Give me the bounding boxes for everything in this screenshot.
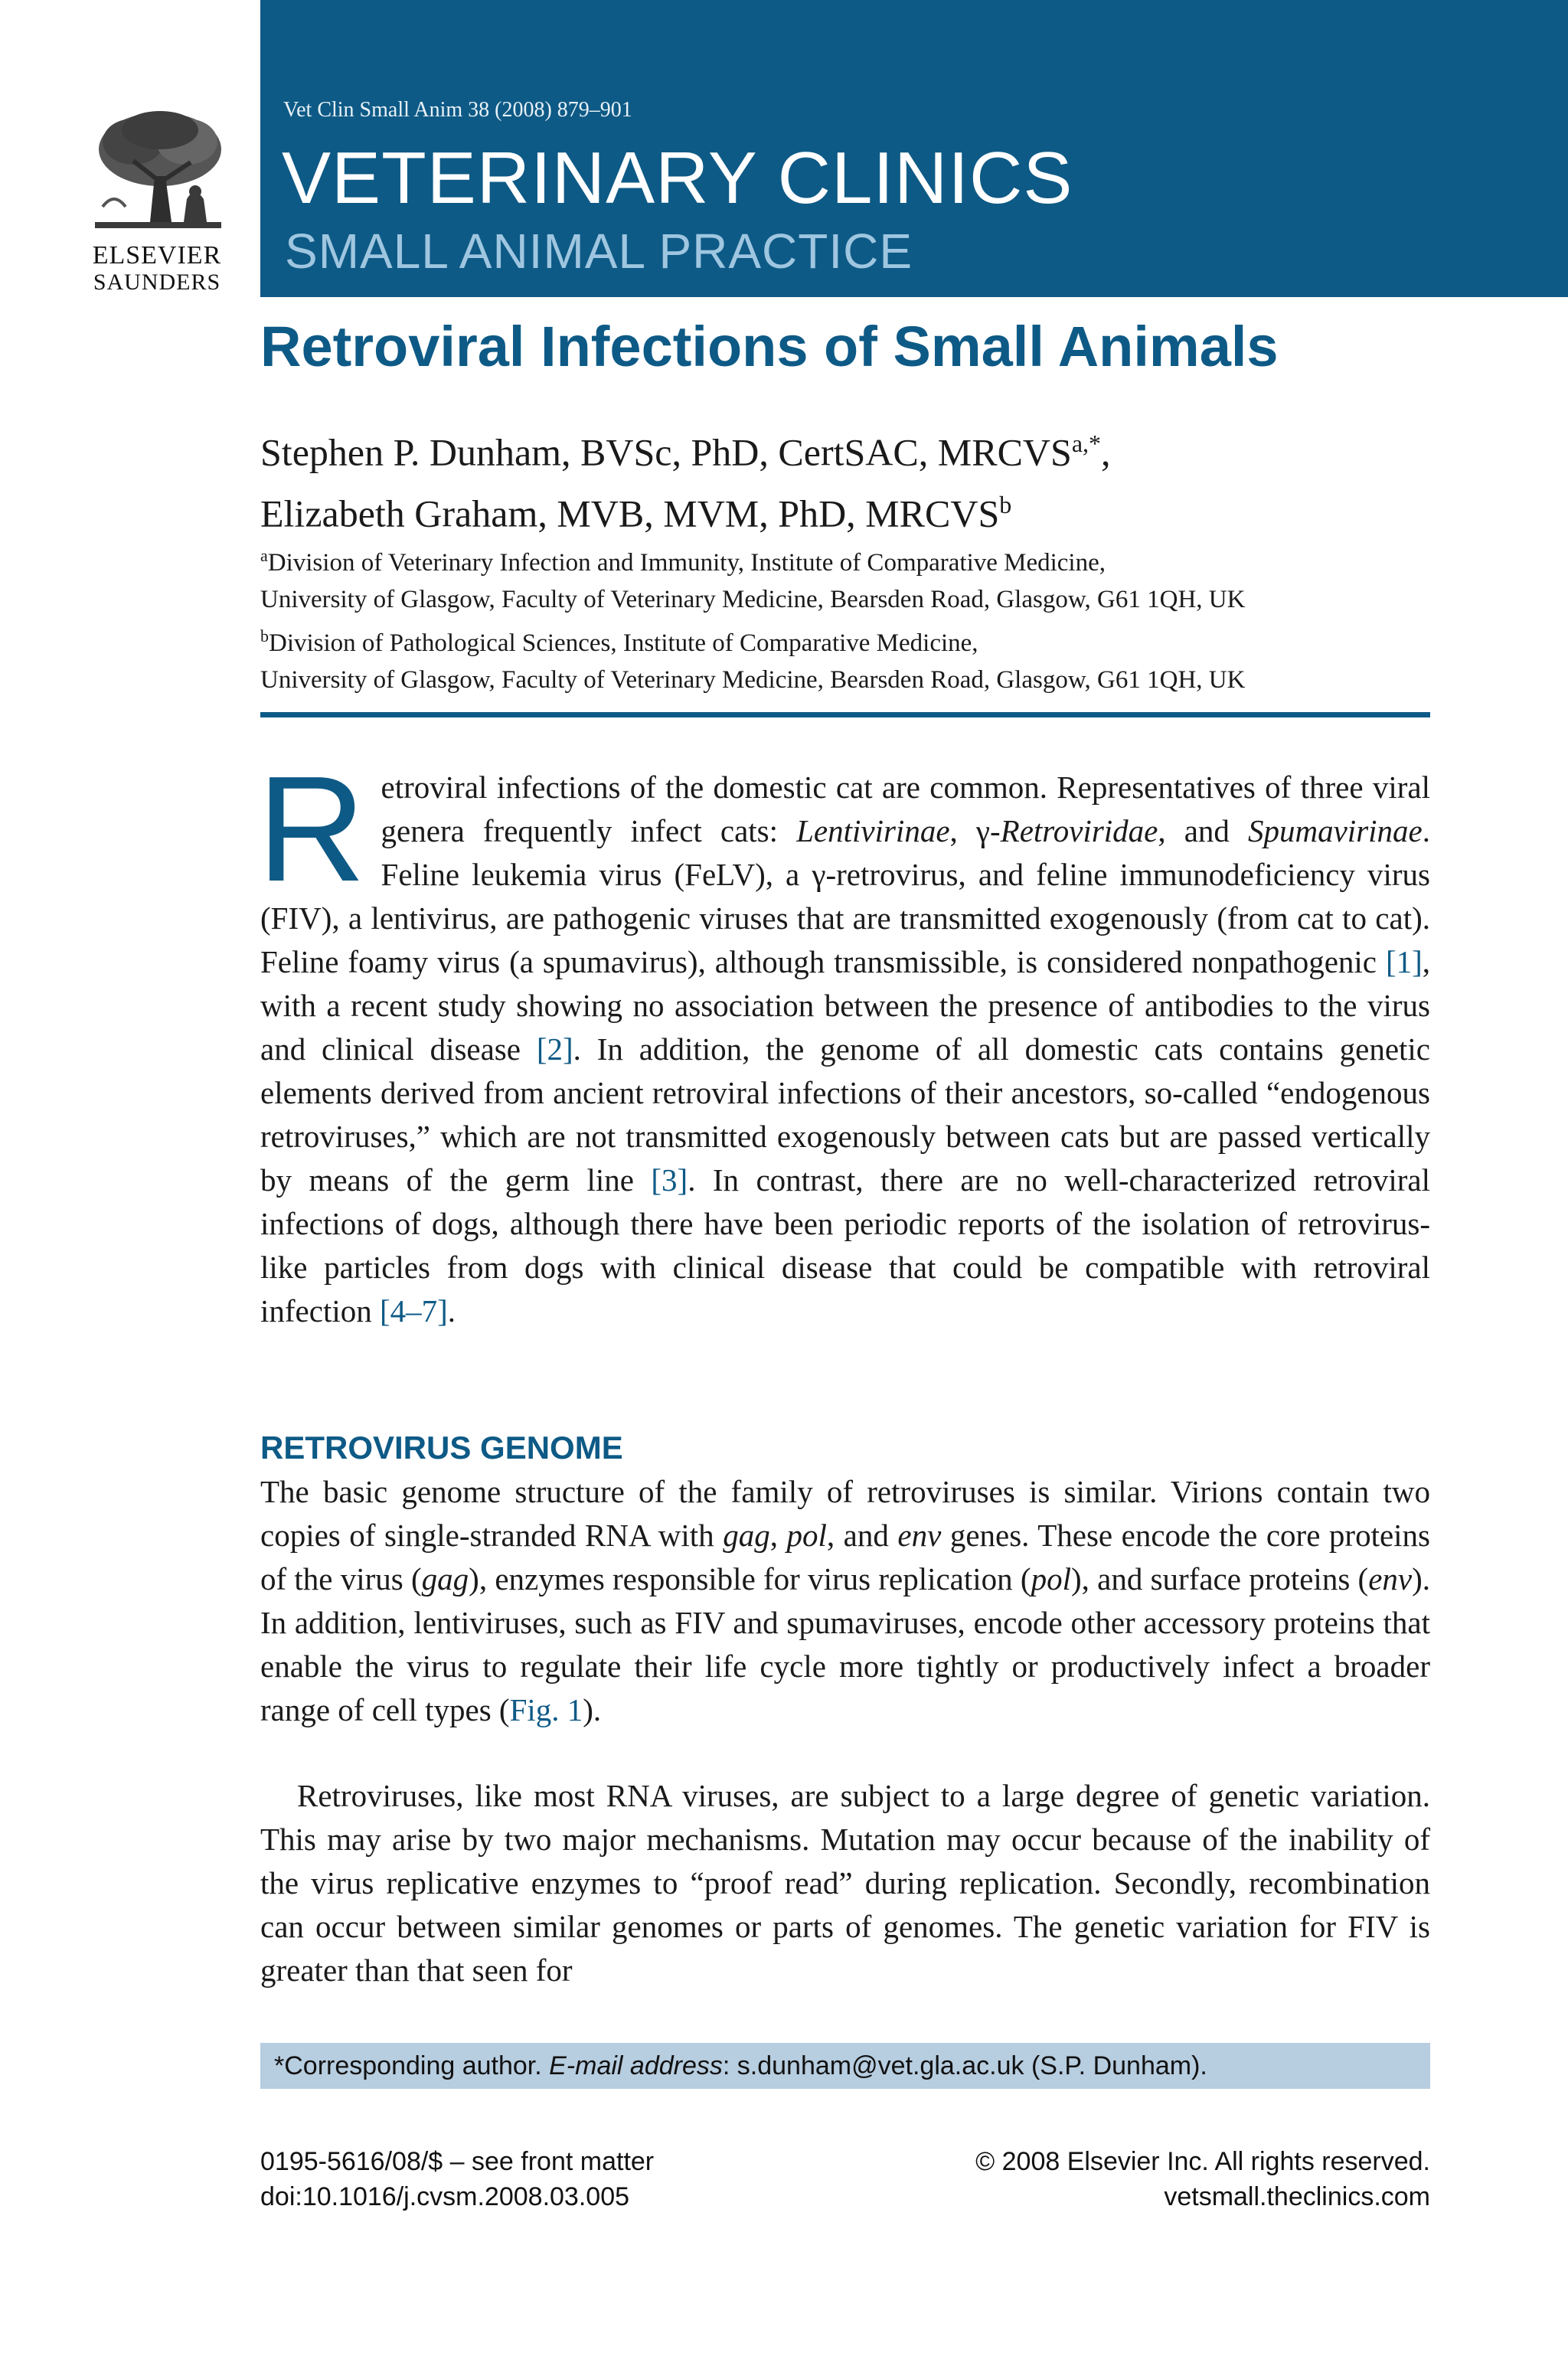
affiliation-b-line-2: University of Glasgow, Faculty of Veterinary Medicine, Bearsden Road, Glasgow, G61 1QH, UK: [260, 666, 1246, 694]
journal-header: [260, 0, 1568, 297]
author-line-1: [260, 417, 1485, 479]
publisher-name: ELSEVIER: [92, 241, 222, 270]
author-list: [260, 417, 1485, 539]
copyright-text: © 2008 Elsevier Inc. All rights reserved.: [975, 2147, 1430, 2176]
journal-citation: Vet Clin Small Anim 38 (2008) 879–901: [283, 98, 632, 122]
corresponding-author-mark: *: [1089, 430, 1102, 457]
text-run: ), and surface proteins (: [1070, 1561, 1369, 1596]
divider-rule: [260, 712, 1430, 717]
email-separator: :: [722, 2051, 737, 2080]
affiliation-text: Division of Pathological Sciences, Institute of Comparative Medicine,: [269, 629, 978, 657]
italic-term: pol: [786, 1518, 827, 1553]
reference-link[interactable]: [4–7]: [379, 1293, 448, 1328]
affiliations: [260, 538, 1501, 698]
email-address[interactable]: s.dunham@vet.gla.ac.uk (S.P. Dunham).: [737, 2051, 1207, 2080]
text-run: , with a recent study showing no association between the presence of antibodies to the virus and clinical disease: [260, 944, 1430, 1067]
footnote-band: [260, 2043, 1430, 2089]
italic-term: Spumavirinae: [1248, 813, 1423, 848]
section-heading: RETROVIRUS GENOME: [260, 1430, 623, 1466]
affiliation-text: Division of Veterinary Infection and Immunity, Institute of Comparative Medicine,: [267, 549, 1106, 577]
email-label: E-mail address: [549, 2051, 723, 2080]
journal-subtitle: SMALL ANIMAL PRACTICE: [285, 224, 913, 279]
publisher-logo: [77, 107, 237, 299]
text-run: etroviral infections of the domestic cat are common. Representatives of three viral genera frequently infect cats:: [381, 770, 1430, 848]
body-paragraph: Retroviruses, like most RNA viruses, are subject to a large degree of genetic variation. This may arise by two major mechanisms. Mutation may occur because of the inability of the virus replicative enzymes to “proof read” during replication. Secondly, recombination can occur between similar genomes or parts of genomes. The genetic variation for FIV is greater than that seen for: [260, 1778, 1430, 1988]
text-run: . In addition, the genome of all domestic cats contains genetic elements derived from ancient retroviral infections of their ancestors, so-called “endogenous retroviruses,” which are not transmitted exogenously between cats but are passed vertically by means of the germ line: [260, 1031, 1430, 1198]
author-name: Stephen P. Dunham, BVSc, PhD, CertSAC, MRCVS: [260, 430, 1072, 474]
italic-term: env: [1368, 1561, 1413, 1596]
italic-term: env: [897, 1518, 942, 1553]
italic-term: gag: [723, 1518, 770, 1553]
tree-scholar-logo-icon: [87, 107, 227, 237]
text-run: ), enzymes responsible for virus replication (: [469, 1561, 1031, 1596]
body-paragraph: [260, 1470, 1430, 1732]
text-run: genes. These encode the core proteins of the virus (: [260, 1518, 1431, 1596]
text-run: , and: [826, 1518, 898, 1553]
reference-link[interactable]: [1]: [1385, 944, 1423, 979]
corresponding-author-footnote: [274, 2049, 1207, 2083]
reference-link[interactable]: [3]: [651, 1162, 688, 1198]
italic-term: gag: [421, 1561, 469, 1596]
body-paragraph: [257, 745, 1430, 1333]
issn-text: 0195-5616/08/$ – see front matter: [260, 2147, 655, 2176]
author-separator: ,: [1101, 430, 1111, 474]
text-run: ,: [769, 1518, 787, 1553]
text-run: .: [447, 1293, 456, 1328]
footnote-prefix: *Corresponding author.: [274, 2051, 550, 2080]
drop-cap: R: [257, 745, 366, 913]
journal-website-link[interactable]: vetsmall.theclinics.com: [1164, 2182, 1430, 2211]
doi-link[interactable]: doi:10.1016/j.cvsm.2008.03.005: [260, 2182, 630, 2211]
text-run: . In contrast, there are no well-characterized retroviral infections of dogs, although there have been periodic reports of the isolation of retrovirus-like particles from dogs with clinical disease that could be compatible with retroviral infection: [260, 1162, 1430, 1328]
figure-link[interactable]: Fig. 1: [509, 1692, 583, 1727]
reference-link[interactable]: [2]: [536, 1031, 573, 1067]
text-run: The basic genome structure of the family of retroviruses is similar. Virions contain two copies of single-stranded RNA with: [260, 1474, 1430, 1553]
italic-term: Lentivirinae: [796, 813, 950, 848]
italic-term: pol: [1031, 1561, 1071, 1596]
article-title: Retroviral Infections of Small Animals: [260, 315, 1279, 378]
author-affiliation-mark: b: [999, 490, 1012, 518]
author-affiliation-mark: a,: [1071, 430, 1089, 457]
affiliation-mark: b: [260, 626, 269, 645]
text-run: , and: [1158, 813, 1248, 848]
affiliation-b-line: [260, 618, 1501, 662]
italic-term: Retroviridae: [1000, 813, 1158, 848]
text-run: . Feline leukemia virus (FeLV), a γ-retrovirus, and feline immunodeficiency virus (FIV), a lentivirus, are pathogenic viruses that are transmitted exogenously (from cat to cat). Feline foamy virus (a spumavirus), although transmissible, is considered nonpathogenic: [260, 813, 1430, 979]
journal-title: VETERINARY CLINICS: [282, 137, 1073, 219]
affiliation-mark: a: [260, 546, 268, 565]
author-line-2: [260, 479, 1485, 540]
text-run: ). In addition, lentiviruses, such as FIV and spumaviruses, encode other accessory proteins that enable the virus to regulate their life cycle more tightly or productively infect a broader range of cell types (: [260, 1561, 1430, 1727]
text-run: ).: [583, 1692, 602, 1727]
affiliation-a-line: [260, 538, 1501, 581]
author-name: Elizabeth Graham, MVB, MVM, PhD, MRCVS: [260, 492, 1000, 535]
affiliation-a-line-2: University of Glasgow, Faculty of Veterinary Medicine, Bearsden Road, Glasgow, G61 1QH, UK: [260, 586, 1246, 613]
text-run: , γ-: [949, 813, 1001, 848]
publisher-imprint: SAUNDERS: [93, 270, 221, 295]
